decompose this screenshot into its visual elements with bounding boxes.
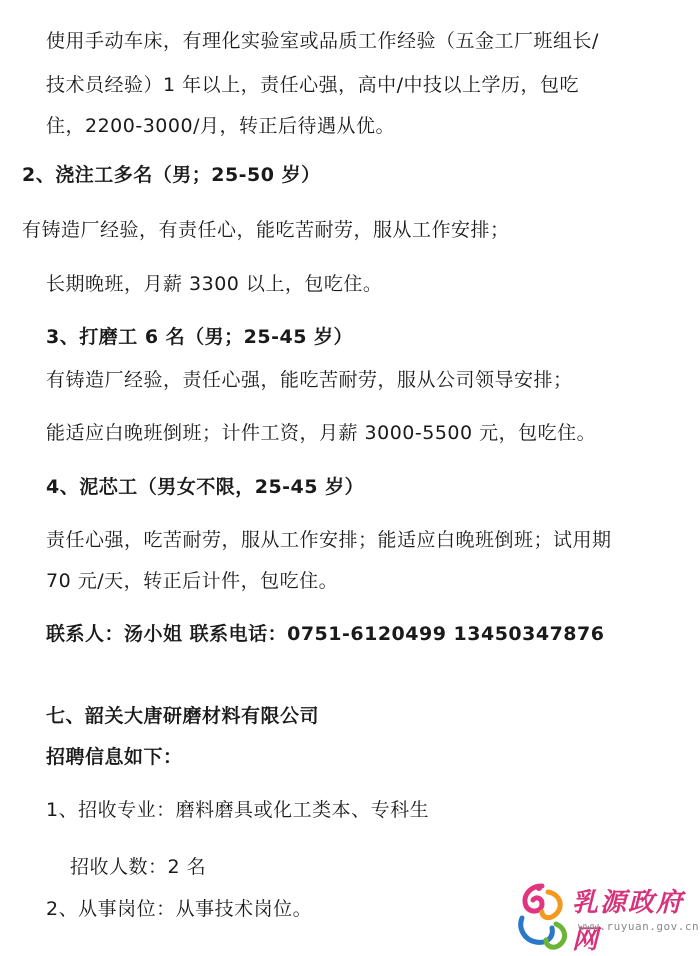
- watermark-url: www.ruyuan.gov.cn: [578, 920, 700, 933]
- contact-line: 联系人：汤小姐 联系电话：0751-6120499 13450347876: [46, 623, 605, 645]
- text-line: 有铸造厂经验，有责任心，能吃苦耐劳，服从工作安排；: [22, 219, 510, 241]
- section-heading: 3、打磨工 6 名（男；25-45 岁）: [46, 326, 354, 348]
- text-line: 70 元/天，转正后计件，包吃住。: [46, 570, 339, 592]
- text-line: 技术员经验）1 年以上，责任心强，高中/中技以上学历，包吃: [46, 74, 580, 96]
- text-line: 招收人数：2 名: [70, 856, 207, 878]
- text-line: 2、从事岗位：从事技术岗位。: [46, 898, 313, 920]
- text-line: 使用手动车床，有理化实验室或品质工作经验（五金工厂班组长/: [46, 30, 599, 52]
- recruitment-heading: 招聘信息如下：: [46, 746, 183, 768]
- watermark-site-name: 乳源政府网: [572, 888, 685, 955]
- dragon-logo-icon: [512, 880, 574, 950]
- text-line: 有铸造厂经验，责任心强，能吃苦耐劳，服从公司领导安排；: [46, 369, 573, 391]
- text-line: 住，2200-3000/月，转正后待遇从优。: [46, 115, 395, 137]
- section-heading: 2、浇注工多名（男；25-50 岁）: [22, 164, 321, 186]
- watermark-logo: [512, 880, 700, 954]
- text-line: 能适应白晚班倒班；计件工资，月薪 3000-5500 元，包吃住。: [46, 422, 597, 444]
- text-line: 责任心强，吃苦耐劳，服从工作安排；能适应白晚班倒班；试用期: [46, 529, 612, 551]
- section-heading: 4、泥芯工（男女不限，25-45 岁）: [46, 476, 365, 498]
- text-line: 1、招收专业：磨料磨具或化工类本、专科生: [46, 799, 430, 821]
- text-line: 长期晚班，月薪 3300 以上，包吃住。: [46, 273, 383, 295]
- company-heading: 七、韶关大唐研磨材料有限公司: [46, 705, 320, 727]
